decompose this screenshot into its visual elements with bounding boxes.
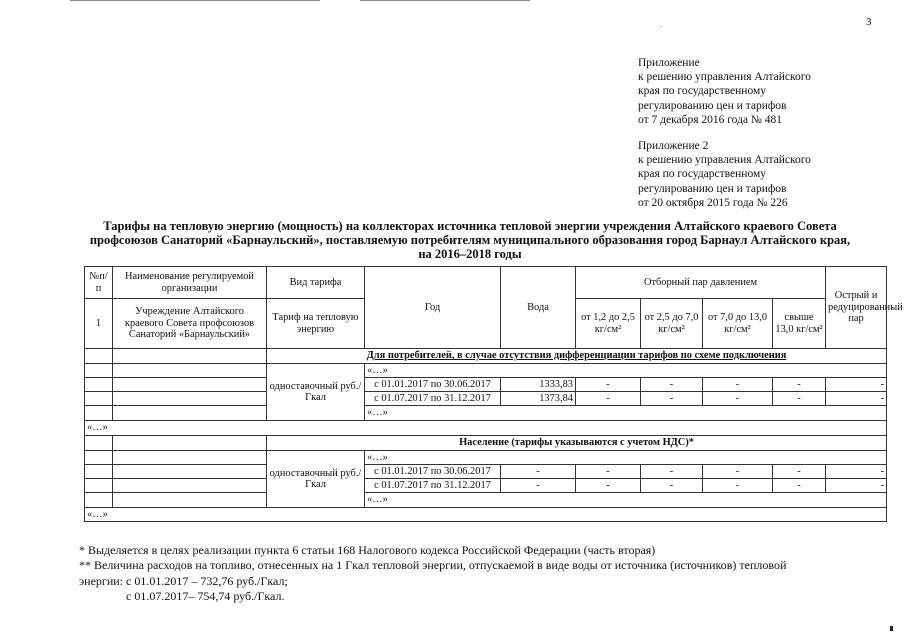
p3-value: -	[703, 479, 773, 493]
scan-top-line	[360, 0, 530, 1]
sharp-value: -	[826, 479, 887, 493]
table-row	[85, 378, 887, 392]
p1-value: -	[576, 378, 641, 392]
tariff-type: одноставочный руб./Гкал	[267, 451, 365, 508]
footnote-2-line-1: ** Величина расходов на топливо, отнесенных на 1 Гкал тепловой энергии, отпускаемой в виде воды от источника (источников) тепловой	[79, 558, 787, 572]
p1-value: -	[576, 479, 641, 493]
ellipsis: «…»	[85, 421, 887, 436]
appendix-line: края по государственному	[638, 85, 766, 98]
period: с 01.01.2017 по 30.06.2017	[365, 378, 501, 392]
period: с 01.07.2017 по 31.12.2017	[365, 479, 501, 493]
header-num: №п/п	[85, 267, 113, 299]
table-row	[85, 364, 887, 378]
ellipsis: «…»	[85, 508, 887, 522]
table-row	[85, 451, 887, 465]
p4-value: -	[773, 479, 826, 493]
table-row	[85, 479, 887, 493]
appendix-line: от 7 декабря 2016 года № 481	[638, 113, 783, 126]
ellipsis: «…»	[365, 451, 887, 465]
ellipsis: «…»	[365, 406, 887, 421]
p2-value: -	[641, 479, 703, 493]
appendix-line: края по государственному	[638, 168, 766, 181]
footnote-1: * Выделяется в целях реализации пункта 6 статьи 168 Налогового кодекса Российской Федерации (часть вторая)	[79, 543, 656, 557]
p2-value: -	[641, 392, 703, 406]
appendix-line: регулированию цен и тарифов	[638, 99, 787, 112]
header-pressure-4: свыше 13,0 кг/см²	[773, 299, 826, 349]
table-row	[85, 508, 887, 522]
section-title-row	[85, 436, 887, 451]
appendix-line: Приложение 2	[638, 140, 709, 152]
header-year: Год	[365, 267, 501, 349]
table-row	[85, 421, 887, 436]
section-1-title: Для потребителей, в случае отсутствия дифференциации тарифов по схеме подключения	[267, 349, 887, 364]
period: с 01.07.2017 по 31.12.2017	[365, 392, 501, 406]
p4-value: -	[773, 465, 826, 479]
scan-top-line	[70, 0, 320, 1]
sharp-value: -	[826, 465, 887, 479]
tariff-table	[84, 266, 903, 522]
header-tariff-kind: Вид тарифа	[267, 267, 365, 299]
document-title	[60, 219, 880, 261]
row-num: 1	[85, 299, 113, 349]
p3-value: -	[703, 465, 773, 479]
title-line: на 2016–2018 годы	[418, 247, 522, 261]
header-water: Вода	[501, 267, 576, 349]
appendix-1-header	[638, 56, 811, 127]
appendix-2-header	[638, 139, 811, 210]
ellipsis: «…»	[365, 364, 887, 378]
table-row	[85, 465, 887, 479]
header-sharp-steam: Острый и редуцированный пар	[826, 267, 887, 349]
table-row	[85, 406, 887, 421]
water-value: -	[501, 479, 576, 493]
title-line: профсоюзов Санаторий «Барнаульский», поставляемую потребителям муниципального образования город Барнаул Алтайского края,	[89, 233, 851, 247]
scan-speck: .	[660, 20, 662, 29]
p2-value: -	[641, 378, 703, 392]
header-pressure-1: от 1,2 до 2,5 кг/см²	[576, 299, 641, 349]
tariff-type: одноставочный руб./Гкал	[267, 364, 365, 421]
ellipsis: «…»	[365, 493, 887, 508]
sharp-value: -	[826, 392, 887, 406]
water-value: 1373,84	[501, 392, 576, 406]
title-line: Тарифы на тепловую энергию (мощность) на коллекторах источника тепловой энергии учреждения Алтайского краевого Совета	[103, 219, 837, 233]
section-2-title: Население (тарифы указываются с учетом НДС)*	[267, 436, 887, 451]
appendix-line: к решению управления Алтайского	[638, 154, 811, 167]
header-org: Наименование регулируемой организации	[113, 267, 267, 299]
p4-value: -	[773, 392, 826, 406]
appendix-line: регулированию цен и тарифов	[638, 182, 787, 195]
p2-value: -	[641, 465, 703, 479]
scan-edge-mark	[890, 626, 893, 631]
appendix-line: от 20 октября 2015 года № 226	[638, 196, 788, 209]
appendix-line: к решению управления Алтайского	[638, 71, 811, 84]
table-row	[85, 493, 887, 508]
header-pressure-2: от 2,5 до 7,0 кг/см²	[641, 299, 703, 349]
header-steam: Отборный пар давлением	[576, 267, 826, 299]
footnote-2-line-3: с 01.07.2017– 754,74 руб./Гкал.	[126, 589, 285, 603]
header-pressure-3: от 7,0 до 13,0 кг/см²	[703, 299, 773, 349]
water-value: 1333,83	[501, 378, 576, 392]
p1-value: -	[576, 392, 641, 406]
page-number: 3	[866, 16, 872, 28]
p4-value: -	[773, 378, 826, 392]
footnote-2-line-2: энергии: с 01.01.2017 – 732,76 руб./Гкал;	[79, 574, 288, 588]
tariff-name: Тариф на тепловую энергию	[267, 299, 365, 349]
period: с 01.01.2017 по 30.06.2017	[365, 465, 501, 479]
p1-value: -	[576, 465, 641, 479]
p3-value: -	[703, 378, 773, 392]
water-value: -	[501, 465, 576, 479]
section-title-row	[85, 349, 887, 364]
table-row	[85, 392, 887, 406]
org-name: Учреждение Алтайского краевого Совета профсоюзов Санаторий «Барнаульский»	[113, 299, 267, 349]
header-row	[85, 267, 887, 299]
p3-value: -	[703, 392, 773, 406]
appendix-line: Приложение	[638, 57, 700, 69]
sharp-value: -	[826, 378, 887, 392]
